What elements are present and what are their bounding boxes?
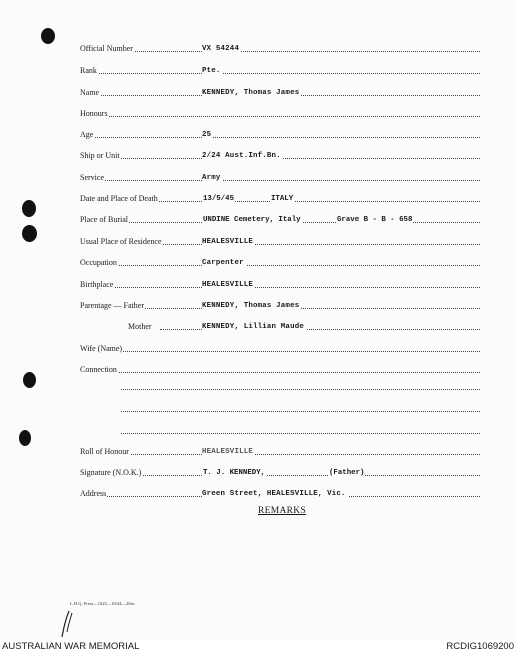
name-row — [80, 87, 480, 99]
birthplace-value: HEALESVILLE — [202, 281, 253, 289]
field-label: Occupation — [80, 258, 117, 267]
field-label: Place of Burial — [80, 215, 128, 224]
field-label: Parentage — Father — [80, 301, 144, 310]
field-label: Usual Place of Residence — [80, 237, 162, 246]
honours-row — [80, 108, 480, 120]
grave-value: Grave B - B - 658 — [337, 216, 413, 224]
rank-value: Pte. — [202, 67, 221, 75]
field-label: Wife (Name) — [80, 344, 123, 353]
field-label: Mother — [128, 322, 152, 331]
occupation-row — [80, 257, 480, 269]
field-label: Ship or Unit — [80, 151, 120, 160]
field-label: Roll of Honour — [80, 447, 129, 456]
roll-of-honour-value: HEALESVILLE — [202, 448, 253, 456]
punch-hole — [19, 430, 31, 446]
field-label: Rank — [80, 66, 97, 75]
connection-line — [121, 410, 480, 412]
death-row — [80, 193, 480, 205]
rank-row — [80, 65, 480, 77]
signature-relation: (Father) — [329, 469, 365, 477]
birthplace-row — [80, 279, 480, 291]
initial-mark-icon — [60, 610, 74, 638]
punch-hole — [22, 225, 37, 242]
unit-value: 2/24 Aust.Inf.Bn. — [202, 152, 281, 160]
signature-row — [80, 467, 480, 479]
punch-hole — [22, 200, 36, 217]
printer-note: L.H.Q. Press—1625—10/44—20m. — [70, 601, 136, 606]
field-label: Honours — [80, 109, 108, 118]
death-date-value: 13/5/45 — [203, 195, 235, 203]
field-label: Name — [80, 88, 100, 97]
field-label: Date and Place of Death — [80, 194, 158, 203]
service-row — [80, 172, 480, 184]
residence-value: HEALESVILLE — [202, 238, 253, 246]
cemetery-value: UNDINE Cemetery, Italy — [203, 216, 301, 224]
mother-row — [80, 321, 480, 333]
punch-hole — [23, 372, 36, 388]
institution-label: AUSTRALIAN WAR MEMORIAL — [2, 641, 140, 652]
connection-line — [121, 388, 480, 390]
address-row — [80, 488, 480, 500]
occupation-value: Carpenter — [202, 259, 244, 267]
father-value: KENNEDY, Thomas James — [202, 302, 300, 310]
record-id-label: RCDIG1069200 — [446, 641, 514, 652]
address-value: Green Street, HEALESVILLE, Vic. — [202, 490, 346, 498]
ship-or-unit-row — [80, 150, 480, 162]
field-label: Age — [80, 130, 94, 139]
footer-bar — [0, 640, 517, 654]
mother-value: KENNEDY, Lillian Maude — [202, 323, 304, 331]
death-place-value: ITALY — [271, 195, 294, 203]
roll-of-honour-row — [80, 446, 480, 458]
signature-value: T. J. KENNEDY, — [203, 469, 266, 477]
father-row — [80, 300, 480, 312]
remarks-heading: REMARKS — [258, 506, 307, 516]
field-label: Birthplace — [80, 280, 114, 289]
official-number-row — [80, 43, 480, 55]
connection-line — [121, 432, 480, 434]
burial-row — [80, 214, 480, 226]
wife-row — [80, 343, 480, 355]
punch-hole — [41, 28, 55, 44]
name-value: KENNEDY, Thomas James — [202, 89, 300, 97]
residence-row — [80, 236, 480, 248]
field-label: Signature (N.O.K.) — [80, 468, 142, 477]
field-label: Connection — [80, 365, 117, 374]
connection-row — [80, 364, 480, 376]
official-number-value: VX 54244 — [202, 45, 240, 53]
age-value: 25 — [202, 131, 212, 139]
field-label: Official Number — [80, 44, 133, 53]
age-row — [80, 129, 480, 141]
field-label: Service — [80, 173, 104, 182]
field-label: Address — [80, 489, 107, 498]
service-value: Army — [202, 174, 221, 182]
